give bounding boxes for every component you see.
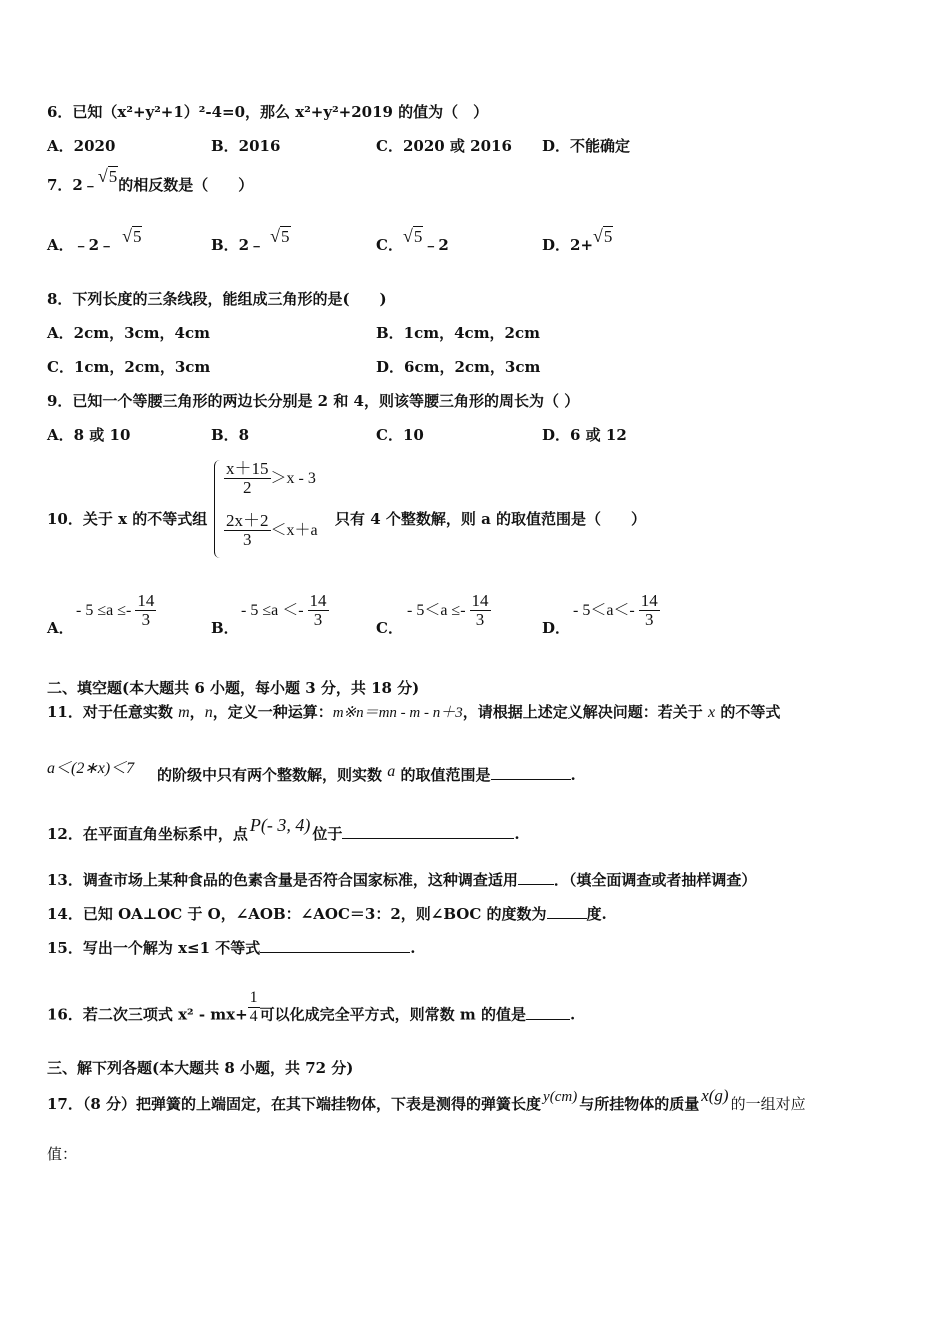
q7-option-d: D．2+√5	[542, 226, 613, 254]
q8-option-a: A．2cm，3cm，4cm	[47, 324, 210, 342]
q6-option-b: B．2016	[211, 137, 281, 155]
q15-stem: 15．写出一个解为 x≤1 不等式 .	[47, 939, 416, 957]
sqrt-icon: √5	[97, 166, 118, 186]
section-2-title: 二、填空题(本大题共 6 小题，每小题 3 分，共 18 分)	[47, 679, 420, 697]
q17-line1: 17．（8 分）把弹簧的上端固定，在其下端挂物体，下表是测得的弹簧长度 y(cm) 与所挂物体的质量 x(g) 的一组对应	[47, 1086, 806, 1113]
q13-stem: 13．调查市场上某种食品的色素含量是否符合国家标准，这种调查适用 ．（填全面调查或者抽样调查）	[47, 871, 757, 889]
q9-option-a: A．8 或 10	[47, 426, 131, 444]
section-3-title: 三、解下列各题(本大题共 8 小题，共 72 分)	[47, 1059, 354, 1077]
q10-option-a-label: A．	[47, 619, 74, 637]
q9-option-d: D．6 或 12	[542, 426, 627, 444]
q10-option-d-label: D．	[542, 619, 571, 637]
sqrt-icon: √5	[122, 226, 142, 246]
q10-option-b-label: B．	[211, 619, 239, 637]
q16-answer-blank[interactable]	[526, 1005, 570, 1020]
q8-stem: 8．下列长度的三条线段，能组成三角形的是( )	[47, 290, 387, 308]
q10-option-c-label: C．	[376, 619, 403, 637]
q10-pre: 10．关于 x 的不等式组	[47, 510, 208, 528]
q9-option-b: B．8	[211, 426, 250, 444]
q10-option-c: - 5＜a ≤- $\frac{14}{3}$	[407, 591, 489, 629]
q14-stem: 14．已知 OA⊥OC 于 O，∠AOB：∠AOC＝3：2，则∠BOC 的度数为 度.	[47, 905, 607, 923]
q8-option-c: C．1cm，2cm，3cm	[47, 358, 211, 376]
q12-answer-blank[interactable]	[342, 824, 514, 839]
q17-line2: 值：	[47, 1145, 78, 1163]
q11-inequality: a＜(2∗x)＜7	[47, 760, 135, 777]
q7-option-c: C．√5﹣2	[376, 226, 449, 254]
q16-fraction: $\frac{1}{4}$	[249, 989, 258, 1025]
q8-option-d: D．6cm，2cm，3cm	[376, 358, 541, 376]
sqrt-icon: √5	[593, 226, 613, 246]
q7-rest: 的相反数是（ ）	[118, 176, 254, 194]
q11-line2: 的阶级中只有两个整数解，则实数 a 的取值范围是 .	[157, 763, 576, 784]
q6-option-a: A．2020	[47, 137, 116, 155]
sqrt-icon: √5	[402, 226, 423, 246]
q6-option-d: D．不能确定	[542, 137, 631, 155]
q11-line1: 11．对于任意实数 m，n，定义一种运算：m※n＝mn - m - n＋3，请根据上述定义解决问题：若关于 x 的不等式	[47, 703, 781, 721]
q7-option-b: B．2﹣ √5	[211, 226, 290, 254]
q7-stem	[47, 166, 254, 195]
sqrt-icon: √5	[270, 226, 290, 246]
q6-stem: 6．已知（x²+y²+1）²-4=0，那么 x²+y²+2019 的值为（ ）	[47, 103, 489, 121]
q6-option-c: C．2020 或 2016	[376, 137, 512, 155]
q12-stem: 12．在平面直角坐标系中，点 P(- 3, 4) 位于 .	[47, 815, 520, 843]
q13-answer-blank[interactable]	[518, 870, 554, 885]
q10-inequality-1: $\frac{x+15}{2}$ ＞x - 3	[226, 459, 316, 497]
q9-stem: 9．已知一个等腰三角形的两边长分别是 2 和 4，则该等腰三角形的周长为（ ）	[47, 392, 580, 410]
q9-option-c: C．10	[376, 426, 424, 444]
q15-answer-blank[interactable]	[260, 938, 410, 953]
q11-answer-blank[interactable]	[491, 765, 571, 780]
q7-num: 7．2﹣	[47, 176, 98, 194]
q14-answer-blank[interactable]	[547, 904, 587, 919]
q12-point: P(- 3, 4)	[249, 815, 311, 835]
q10-inequality-2: $\frac{2x+2}{3}$ ＜x＋a	[226, 511, 318, 549]
brace-icon	[214, 460, 223, 558]
q10-option-b: - 5 ≤a ＜- $\frac{14}{3}$	[241, 591, 327, 629]
q8-option-b: B．1cm，4cm，2cm	[376, 324, 541, 342]
q10-post: 只有 4 个整数解，则 a 的取值范围是（ ）	[335, 510, 647, 528]
q7-option-a: A．﹣2﹣ √5	[47, 226, 142, 254]
q10-option-a: - 5 ≤a ≤- $\frac{14}{3}$	[76, 591, 155, 629]
q10-option-d: - 5＜a＜- $\frac{14}{3}$	[573, 591, 658, 629]
q16-stem: 16．若二次三项式 x² - mx+ $\frac{1}{4}$ 可以化成完全平方式，则常数 m 的值是 .	[47, 989, 576, 1025]
